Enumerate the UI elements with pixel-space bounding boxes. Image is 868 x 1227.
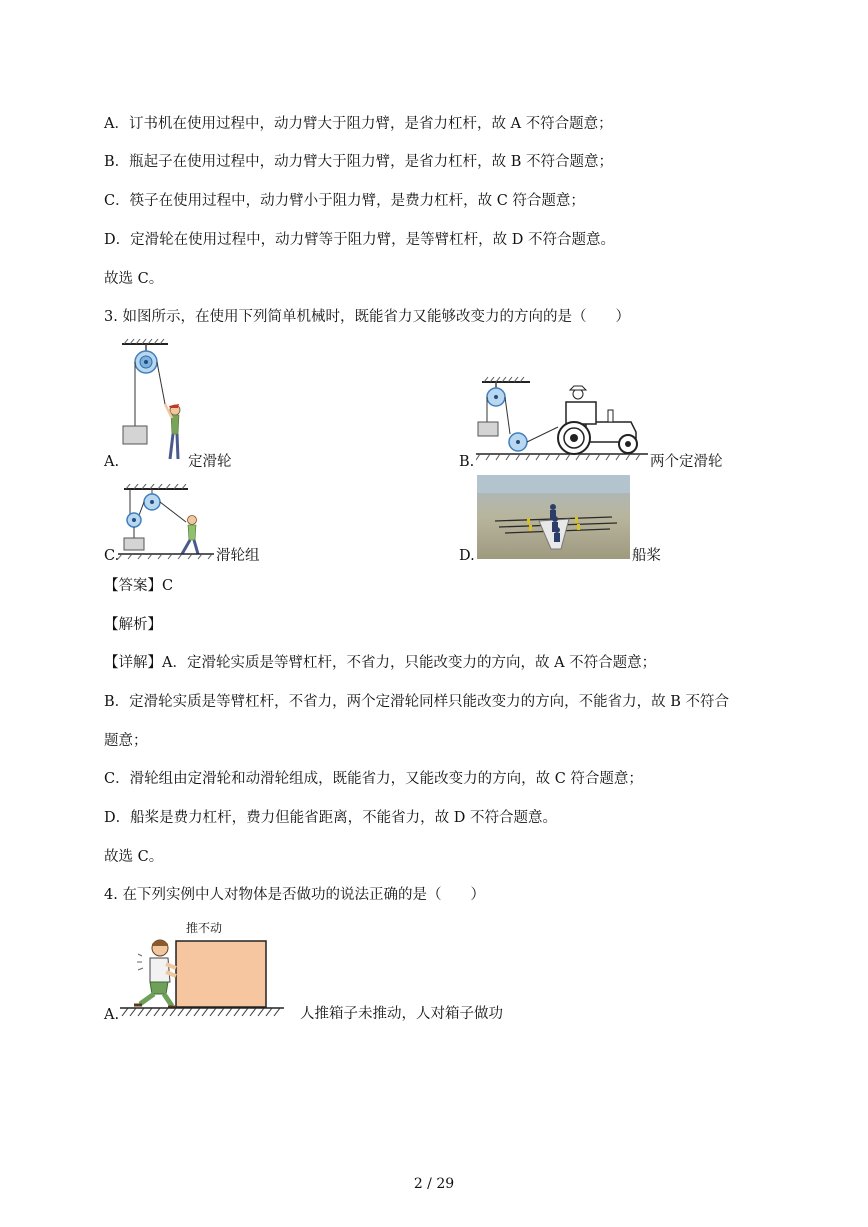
option-c-letter: C. (104, 548, 120, 564)
line-d: D．定滑轮在使用过程中，动力臂等于阻力臂，是等臂杠杆，故 D 不符合题意。 (104, 232, 615, 248)
answer-label: 【答案】C (104, 578, 174, 594)
push-box-figure (120, 936, 286, 1024)
option-d-letter: D. (459, 548, 475, 564)
detail-c: C．滑轮组由定滑轮和动滑轮组成，既能省力，又能改变力的方向，故 C 符合题意； (104, 771, 643, 787)
q4-option-a-letter: A. (104, 1007, 120, 1023)
detail-b: B．定滑轮实质是等臂杠杆，不省力，两个定滑轮同样只能改变力的方向，不能省力，故 B 不符合 (104, 694, 730, 710)
page-number: 2 / 29 (413, 1176, 455, 1192)
option-b-caption: 两个定滑轮 (650, 454, 723, 470)
line-conclusion: 故选 C。 (104, 271, 164, 287)
detail-b-cont: 题意； (104, 733, 148, 749)
option-a-caption: 定滑轮 (188, 454, 232, 470)
option-d-caption: 船桨 (632, 548, 661, 564)
option-c-caption: 滑轮组 (216, 548, 260, 564)
question-4: 4. 在下列实例中人对物体是否做功的说法正确的是（ ） (104, 887, 485, 903)
detail-a: 【详解】A．定滑轮实质是等臂杠杆，不省力，只能改变力的方向，故 A 不符合题意； (104, 655, 657, 671)
tractor-pulley-figure (476, 372, 648, 464)
line-a: A．订书机在使用过程中，动力臂大于阻力臂，是省力杠杆，故 A 不符合题意； (104, 116, 613, 132)
pulley-block-figure (118, 484, 218, 560)
question-3: 3. 如图所示，在使用下列简单机械时，既能省力又能够改变力的方向的是（ ） (104, 309, 630, 325)
push-box-label: 推不动 (186, 921, 223, 935)
fixed-pulley-figure (118, 338, 190, 462)
analysis-label: 【解析】 (104, 617, 162, 633)
line-b: B．瓶起子在使用过程中，动力臂大于阻力臂，是省力杠杆，故 B 不符合题意； (104, 154, 614, 170)
q4-option-a-caption: 人推箱子未推动，人对箱子做功 (300, 1006, 503, 1022)
detail-conclusion: 故选 C。 (104, 849, 164, 865)
option-b-letter: B. (459, 454, 475, 470)
detail-d: D．船桨是费力杠杆，费力但能省距离，不能省力，故 D 不符合题意。 (104, 810, 557, 826)
rowing-boat-photo (477, 475, 630, 559)
option-a-letter: A. (104, 454, 120, 470)
line-c: C．筷子在使用过程中，动力臂小于阻力臂，是费力杠杆，故 C 符合题意； (104, 193, 585, 209)
